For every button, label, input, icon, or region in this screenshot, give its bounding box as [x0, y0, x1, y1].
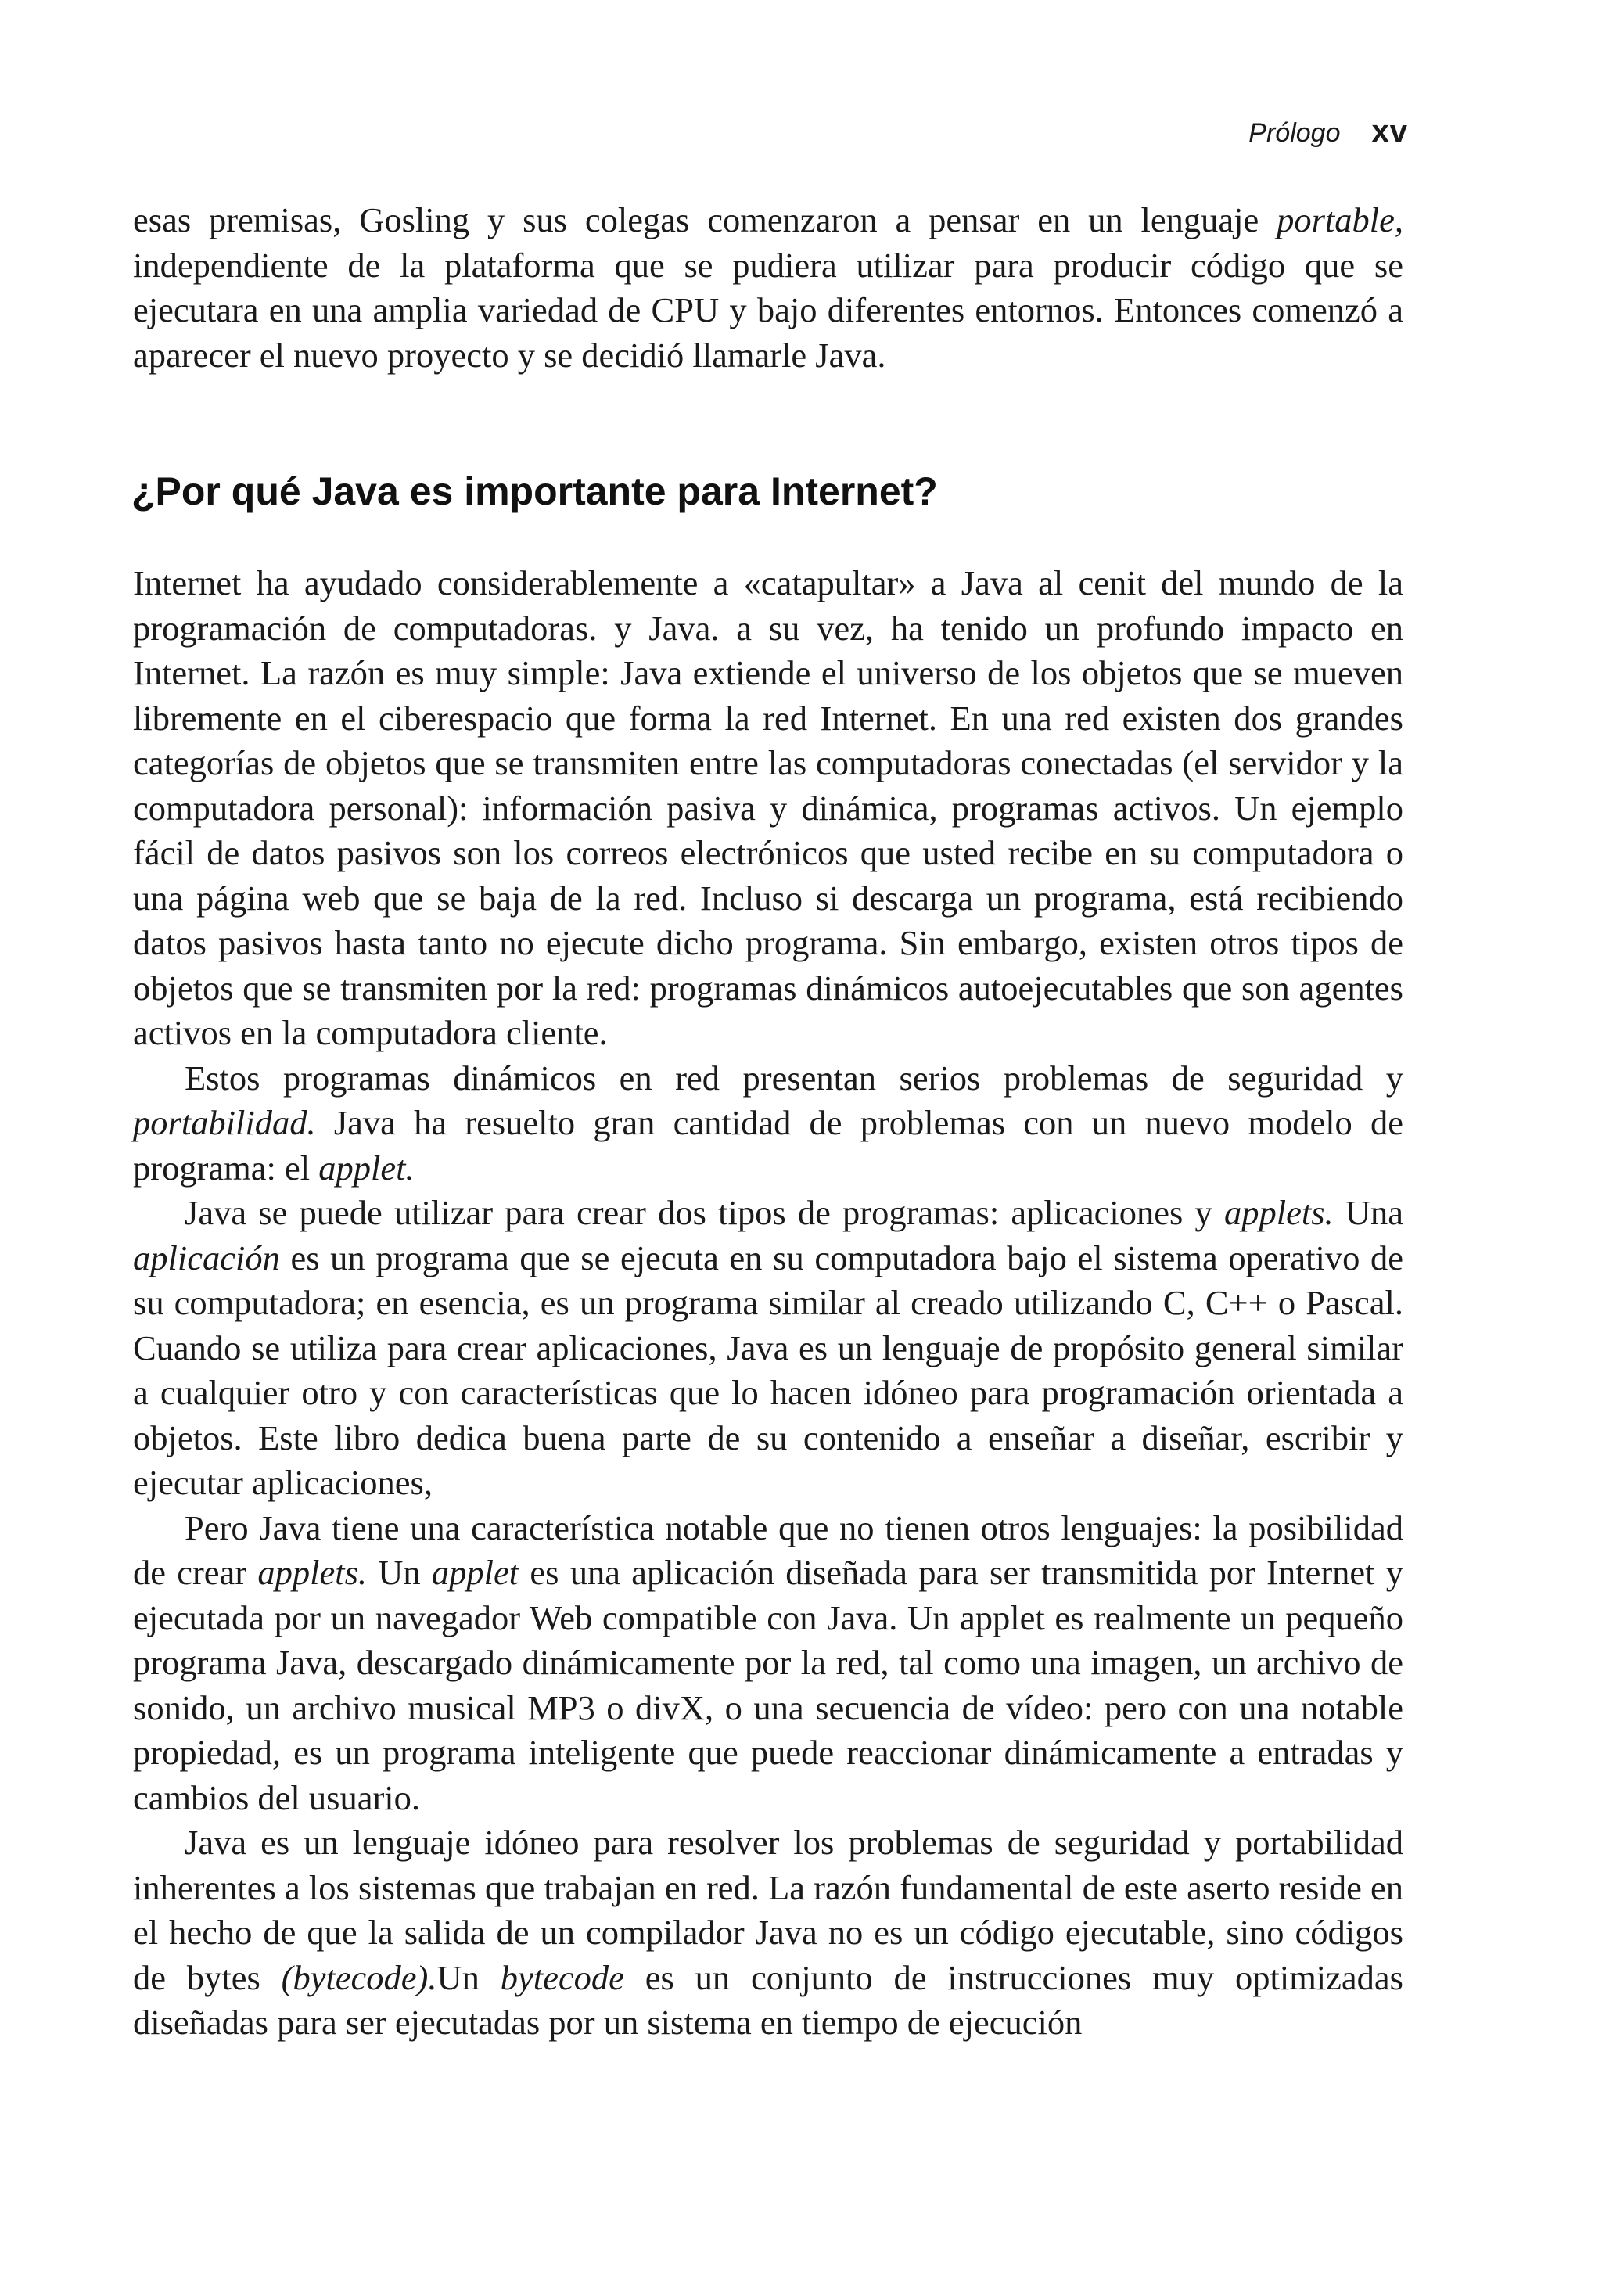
p5-text-2: Un: [436, 1957, 501, 1997]
p4-text-1: Pero Java tiene una característica notable que no tienen otros lenguajes: la posibilidad de crear: [133, 1507, 1403, 1592]
p5-text-3: es un conjunto de instrucciones muy optimizadas diseñadas para ser ejecutadas por un sistema en tiempo de ejecución: [133, 1957, 1403, 2042]
p3-text-1: Java se puede utilizar para crear dos tipos de programas: aplicaciones y: [185, 1193, 1224, 1232]
p3-italic-applets: applets.: [1224, 1193, 1334, 1232]
p4-italic-applets: applets.: [257, 1553, 368, 1592]
intro-italic-portable: portable,: [1277, 200, 1403, 239]
running-head: [1248, 114, 1408, 149]
p3-text-3: es un programa que se ejecuta en su computadora bajo el sistema operativo de su computadora; en esencia, es un programa similar al creado utilizando C, C++ o Pascal. Cuando se utiliza para crear aplicaciones, Java es un lenguaje de propósito general similar a cualquier otro y con características que lo hacen idóneo para programación orientada a objetos. Este libro dedica buena parte de su contenido a enseñar a diseñar, escribir y ejecutar aplicaciones,: [133, 1238, 1403, 1502]
intro-text-2: independiente de la plataforma que se pudiera utilizar para producir código que se ejecutara en una amplia variedad de CPU y bajo diferentes entornos. Entonces comenzó a aparecer el nuevo proyecto y se decidió llamarle Java.: [133, 245, 1403, 375]
p2-text-1: Estos programas dinámicos en red presentan serios problemas de seguridad y: [185, 1058, 1403, 1098]
intro-block: [133, 198, 1403, 378]
section-body: [133, 561, 1403, 2046]
paragraph-2: [133, 1056, 1403, 1191]
intro-paragraph: [133, 198, 1403, 378]
p5-italic-bytecode-paren: (bytecode).: [281, 1957, 437, 1997]
p4-text-2: Un: [367, 1553, 432, 1592]
p4-italic-applet: applet: [431, 1553, 519, 1592]
page-number: xv: [1371, 114, 1408, 149]
p5-text-1: Java es un lenguaje idóneo para resolver los problemas de seguridad y portabilidad inherentes a los sistemas que trabajan en red. La razón fundamental de este aserto reside en el hecho de que la salida de un compilador Java no es un código ejecutable, sino códigos de bytes: [133, 1823, 1403, 1997]
paragraph-5: [133, 1820, 1403, 2046]
p3-italic-aplicacion: aplicación: [133, 1238, 280, 1277]
paragraph-4: [133, 1506, 1403, 1821]
intro-text-1: esas premisas, Gosling y sus colegas comenzaron a pensar en un lenguaje: [133, 200, 1277, 239]
p2-text-2: Java ha resuelto gran cantidad de problemas con un nuevo modelo de programa: el: [133, 1103, 1403, 1188]
p4-text-3: es una aplicación diseñada para ser transmitida por Internet y ejecutada por un navegador Web compatible con Java. Un applet es realmente un pequeño programa Java, descargado dinámicamente por la red, tal como una imagen, un archivo de sonido, un archivo musical MP3 o divX, o una secuencia de vídeo: pero con una notable propiedad, es un programa inteligente que puede reaccionar dinámicamente a entradas y cambios del usuario.: [133, 1553, 1403, 1817]
p2-italic-portabilidad: portabilidad.: [133, 1103, 316, 1142]
paragraph-3: [133, 1191, 1403, 1506]
p2-italic-applet: applet.: [318, 1148, 415, 1188]
section-heading: ¿Por qué Java es importante para Internet?: [131, 469, 938, 513]
p3-text-2: Una: [1333, 1193, 1404, 1232]
paragraph-1: Internet ha ayudado considerablemente a «catapultar» a Java al cenit del mundo de la programación de computadoras. y Java. a su vez, ha tenido un profundo impacto en Internet. La razón es muy simple: Java extiende el universo de los objetos que se mueven libremente en el ciberespacio que forma la red Internet. En una red existen dos grandes categorías de objetos que se transmiten entre las computadoras conectadas (el servidor y la computadora personal): información pasiva y dinámica, programas activos. Un ejemplo fácil de datos pasivos son los correos electrónicos que usted recibe en su computadora o una página web que se baja de la red. Incluso si descarga un programa, está recibiendo datos pasivos hasta tanto no ejecute dicho programa. Sin embargo, existen otros tipos de objetos que se transmiten por la red: programas dinámicos autoejecutables que son agentes activos en la computadora cliente.: [133, 563, 1403, 1052]
p5-italic-bytecode: bytecode: [500, 1957, 624, 1997]
running-head-section: Prólogo: [1248, 118, 1341, 148]
